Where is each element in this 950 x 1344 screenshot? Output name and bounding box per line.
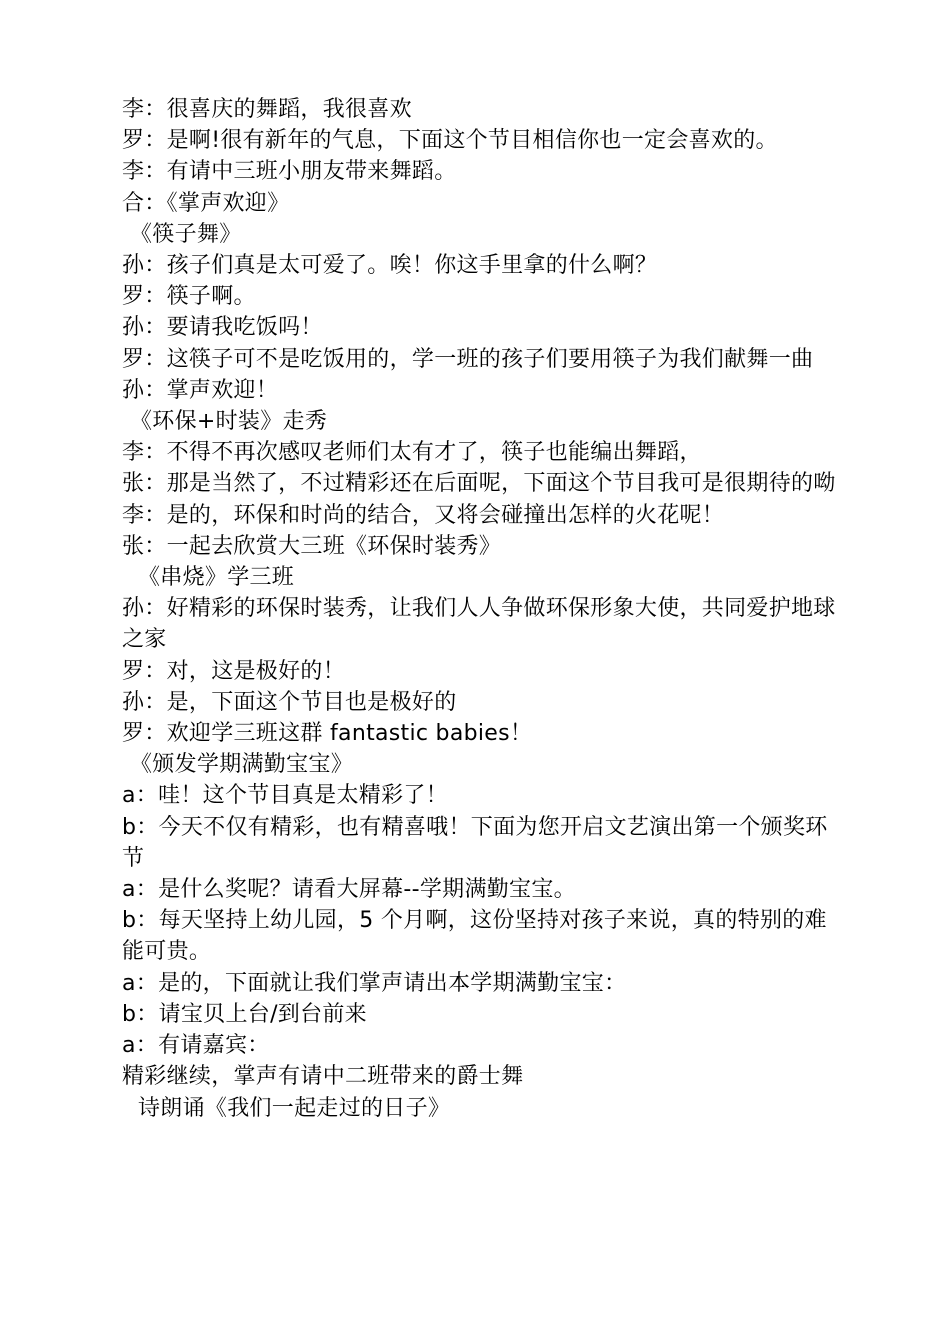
script-line: a：哇！这个节目真是太精彩了！ [122, 783, 448, 809]
script-line: 罗：这筷子可不是吃饭用的，学一班的孩子们要用筷子为我们献舞一曲 [122, 346, 814, 372]
script-line: 诗朗诵《我们一起走过的日子》 [138, 1095, 451, 1121]
script-line: 罗：筷子啊。 [122, 284, 256, 310]
document-body [116, 94, 836, 1124]
script-line: 《颁发学期满勤宝宝》 [130, 752, 354, 778]
script-line: b：今天不仅有精彩，也有精喜哦！下面为您开启文艺演出第一个颁奖环节 [122, 814, 828, 871]
script-line: a：是的，下面就让我们掌声请出本学期满勤宝宝： [122, 970, 627, 996]
script-line: 李：不得不再次感叹老师们太有才了，筷子也能编出舞蹈， [122, 440, 702, 466]
script-line: 李：很喜庆的舞蹈，我很喜欢 [122, 97, 412, 122]
script-line: 罗：欢迎学三班这群 fantastic babies！ [122, 721, 533, 747]
script-line: 李：是的，环保和时尚的结合，又将会碰撞出怎样的火花呢！ [122, 502, 725, 528]
script-line: 孙：是，下面这个节目也是极好的 [122, 689, 457, 715]
script-line: 罗：对，这是极好的！ [122, 658, 346, 684]
script-line: 张：一起去欣赏大三班《环保时装秀》 [122, 533, 502, 559]
script-line: 《筷子舞》 [130, 221, 242, 247]
script-line: b：请宝贝上台/到台前来 [122, 1001, 367, 1027]
script-line: a：有请嘉宾： [122, 1033, 270, 1059]
script-line: 孙：掌声欢迎！ [122, 377, 279, 403]
script-line: 孙：要请我吃饭吗！ [122, 315, 323, 341]
script-line: a：是什么奖呢？请看大屏幕--学期满勤宝宝。 [122, 877, 576, 903]
script-line: b：每天坚持上幼儿园，5 个月啊，这份坚持对孩子来说，真的特别的难能可贵。 [122, 908, 827, 965]
script-line: 《环保+时装》走秀 [130, 409, 328, 435]
script-line: 张：那是当然了，不过精彩还在后面呢，下面这个节目我可是很期待的呦 [122, 471, 836, 497]
script-line: 合：《掌声欢迎》 [122, 190, 290, 216]
script-line: 精彩继续，掌声有请中二班带来的爵士舞 [122, 1064, 524, 1090]
script-line: 李：有请中三班小朋友带来舞蹈。 [122, 159, 457, 185]
script-line: 罗：是啊!很有新年的气息，下面这个节目相信你也一定会喜欢的。 [122, 128, 778, 154]
script-line: 《串烧》学三班 [138, 565, 295, 591]
script-line: 孙：孩子们真是太可爱了。唉！你这手里拿的什么啊？ [122, 253, 658, 279]
script-line: 孙：好精彩的环保时装秀，让我们人人争做环保形象大使，共同爱护地球之家 [122, 596, 836, 653]
